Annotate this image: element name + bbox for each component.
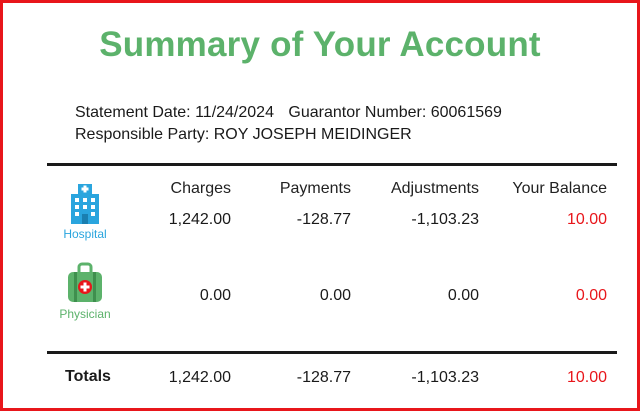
physician-charges: 0.00 xyxy=(199,287,231,304)
hospital-balance: 10.00 xyxy=(566,211,607,228)
statement-date-value: 11/24/2024 xyxy=(195,104,274,121)
table-bottom-divider xyxy=(47,351,617,354)
hospital-adjustments: -1,103.23 xyxy=(411,211,479,228)
responsible-party-value: ROY JOSEPH MEIDINGER xyxy=(213,126,412,143)
totals-adjustments: -1,103.23 xyxy=(411,369,479,386)
column-header-charges: Charges xyxy=(170,180,231,197)
table-top-divider xyxy=(47,163,617,166)
totals-balance: 10.00 xyxy=(566,369,607,386)
statement-info xyxy=(75,102,502,146)
totals-payments: -128.77 xyxy=(296,369,351,386)
hospital-row-label: Hospital xyxy=(63,227,107,241)
hospital-row-icon-block xyxy=(50,184,120,241)
physician-row-icon-block xyxy=(50,262,120,321)
physician-payments: 0.00 xyxy=(319,287,351,304)
page-title: Summary of Your Account xyxy=(99,25,541,64)
physician-adjustments: 0.00 xyxy=(447,287,479,304)
statement-date-label: Statement Date: xyxy=(75,104,191,121)
physician-row-label: Physician xyxy=(59,307,111,321)
column-header-balance: Your Balance xyxy=(512,180,607,197)
guarantor-number-label: Guarantor Number: xyxy=(288,104,427,121)
guarantor-number-value: 60061569 xyxy=(430,104,502,121)
medical-bag-icon xyxy=(67,262,103,304)
hospital-payments: -128.77 xyxy=(296,211,351,228)
totals-charges: 1,242.00 xyxy=(168,369,231,386)
hospital-building-icon xyxy=(69,184,101,224)
totals-label: Totals xyxy=(65,368,111,385)
column-header-payments: Payments xyxy=(279,180,351,197)
column-header-adjustments: Adjustments xyxy=(390,180,479,197)
statement-line-2 xyxy=(75,124,502,146)
responsible-party-label: Responsible Party: xyxy=(75,126,210,143)
physician-balance: 0.00 xyxy=(575,287,607,304)
statement-line-1 xyxy=(75,102,502,124)
hospital-charges: 1,242.00 xyxy=(168,211,231,228)
